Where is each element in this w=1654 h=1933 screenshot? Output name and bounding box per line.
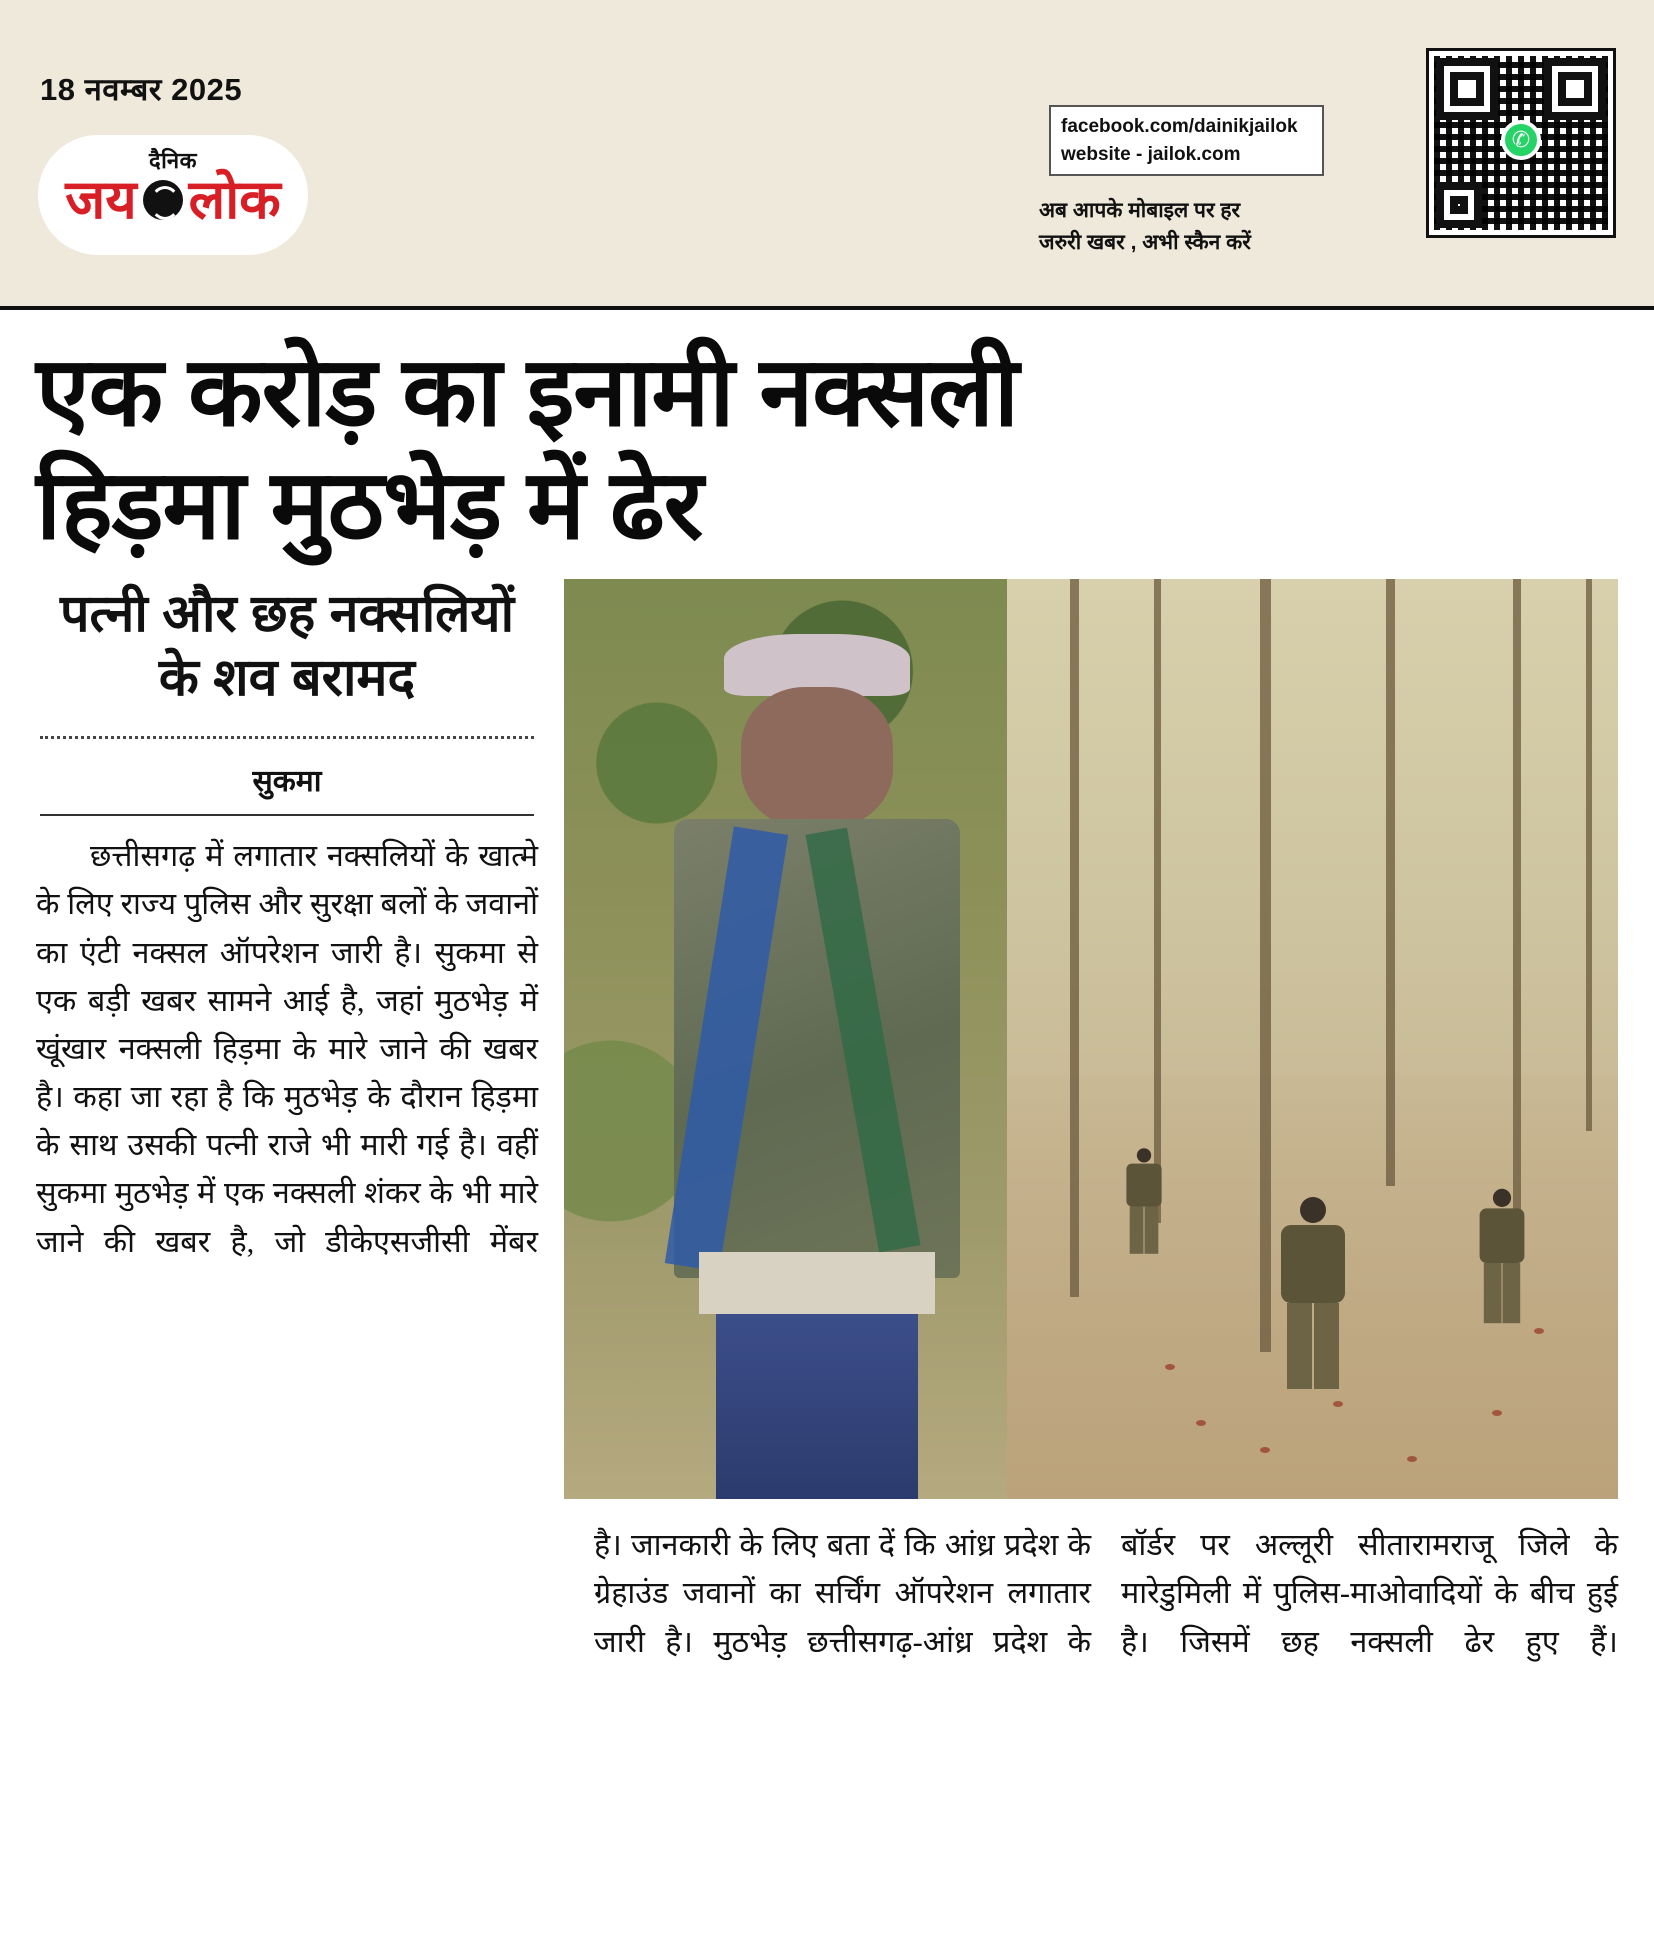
article-paragraph-1: छत्तीसगढ़ में लगातार नक्सलियों के खात्मे के लिए राज्य पुलिस और सुरक्षा बलों के जवानों का एंटी नक्सल ऑपरेशन जारी है। सुकमा से एक बड़ी खबर सामने आई है, जहां मुठभेड़ में खूंखार नक्सली हिड़मा के मारे जाने की खबर है। कहा जा रहा है कि मुठभेड़ के दौरान हिड़मा के साथ उसकी पत्नी राजे भी मारी गई है। वहीं सुकमा मुठभेड़ में एक नक्सली शंकर के भी मारे जाने की खबर है, जो डीकेएसजीसी मेंबर [36, 839, 538, 1259]
qr-code[interactable] [1426, 48, 1616, 238]
newspaper-logo[interactable] [38, 135, 308, 255]
masthead [0, 0, 1654, 310]
qr-code-pattern [1434, 56, 1608, 230]
photo-tree-trunk [1070, 579, 1079, 1297]
photo-foreground-figure [606, 616, 1028, 1499]
article-upper-section [36, 577, 1618, 1499]
photo-tree-trunk [1154, 579, 1161, 1223]
article-column-spacer [36, 1521, 564, 1666]
logo-prefix-text: दैनिक [149, 148, 197, 173]
photo-figure-face [741, 687, 893, 828]
website-link[interactable]: website - jailok.com [1061, 143, 1241, 165]
article-paragraph-2: है। जानकारी के लिए बता दें कि आंध्र प्रदेश के ग्रेहाउंड जवानों का सर्चिंग ऑपरेशन लगातार जारी है। मुठभेड़ छत्तीसगढ़-आंध्र प्रदेश के [594, 1528, 1091, 1659]
photo-tree-trunk [1260, 579, 1271, 1352]
article-lower-columns [36, 1499, 1618, 1666]
article-photo [564, 579, 1618, 1499]
divider-solid [40, 814, 534, 816]
photo-tree-trunk [1513, 579, 1521, 1260]
scan-promo-line-1: अब आपके मोबाइल पर हर [1039, 199, 1241, 222]
photo-background-figure [1126, 1148, 1161, 1254]
facebook-link[interactable]: facebook.com/dainikjailok [1061, 116, 1298, 137]
logo-word-right: लोक [188, 170, 281, 230]
article-paragraph-3: बॉर्डर पर अल्लूरी सीतारामराजू जिले के मारेडुमिली में पुलिस-माओवादियों के बीच हुई है। जिसमें छह नक्सली ढेर हुए हैं। [1121, 1528, 1618, 1659]
logo-word-left: जय [65, 170, 137, 230]
qr-finder-bottom-left [1436, 182, 1482, 228]
article-left-column [36, 577, 564, 1499]
article-body [0, 338, 1654, 1666]
photo-background-figure [1281, 1197, 1345, 1389]
photo-background-figure [1480, 1189, 1525, 1323]
scan-promo-line-2: जरुरी खबर , अभी स्कैन करें [1039, 230, 1251, 254]
scan-promo-text [1039, 195, 1324, 258]
headline-line-2: हिड़मा मुठभेड़ में ढेर [36, 449, 703, 559]
globe-icon [143, 180, 183, 220]
photo-tree-trunk [1586, 579, 1592, 1131]
whatsapp-icon: ✆ [1501, 120, 1541, 160]
page-title [36, 338, 1618, 559]
photo-figure-belt [699, 1252, 935, 1314]
publication-date: 18 नवम्बर 2025 [40, 72, 243, 107]
headline-line-1: एक करोड़ का इनामी नक्सली [36, 337, 1019, 446]
dateline: सुकमा [252, 765, 322, 799]
social-links-box[interactable] [1049, 105, 1324, 176]
article-subheadline: पत्नी और छह नक्सलियों के शव बरामद [59, 585, 515, 707]
photo-figure-legs [716, 1314, 918, 1499]
photo-tree-trunk [1386, 579, 1395, 1186]
logo-wordmark [38, 170, 308, 230]
